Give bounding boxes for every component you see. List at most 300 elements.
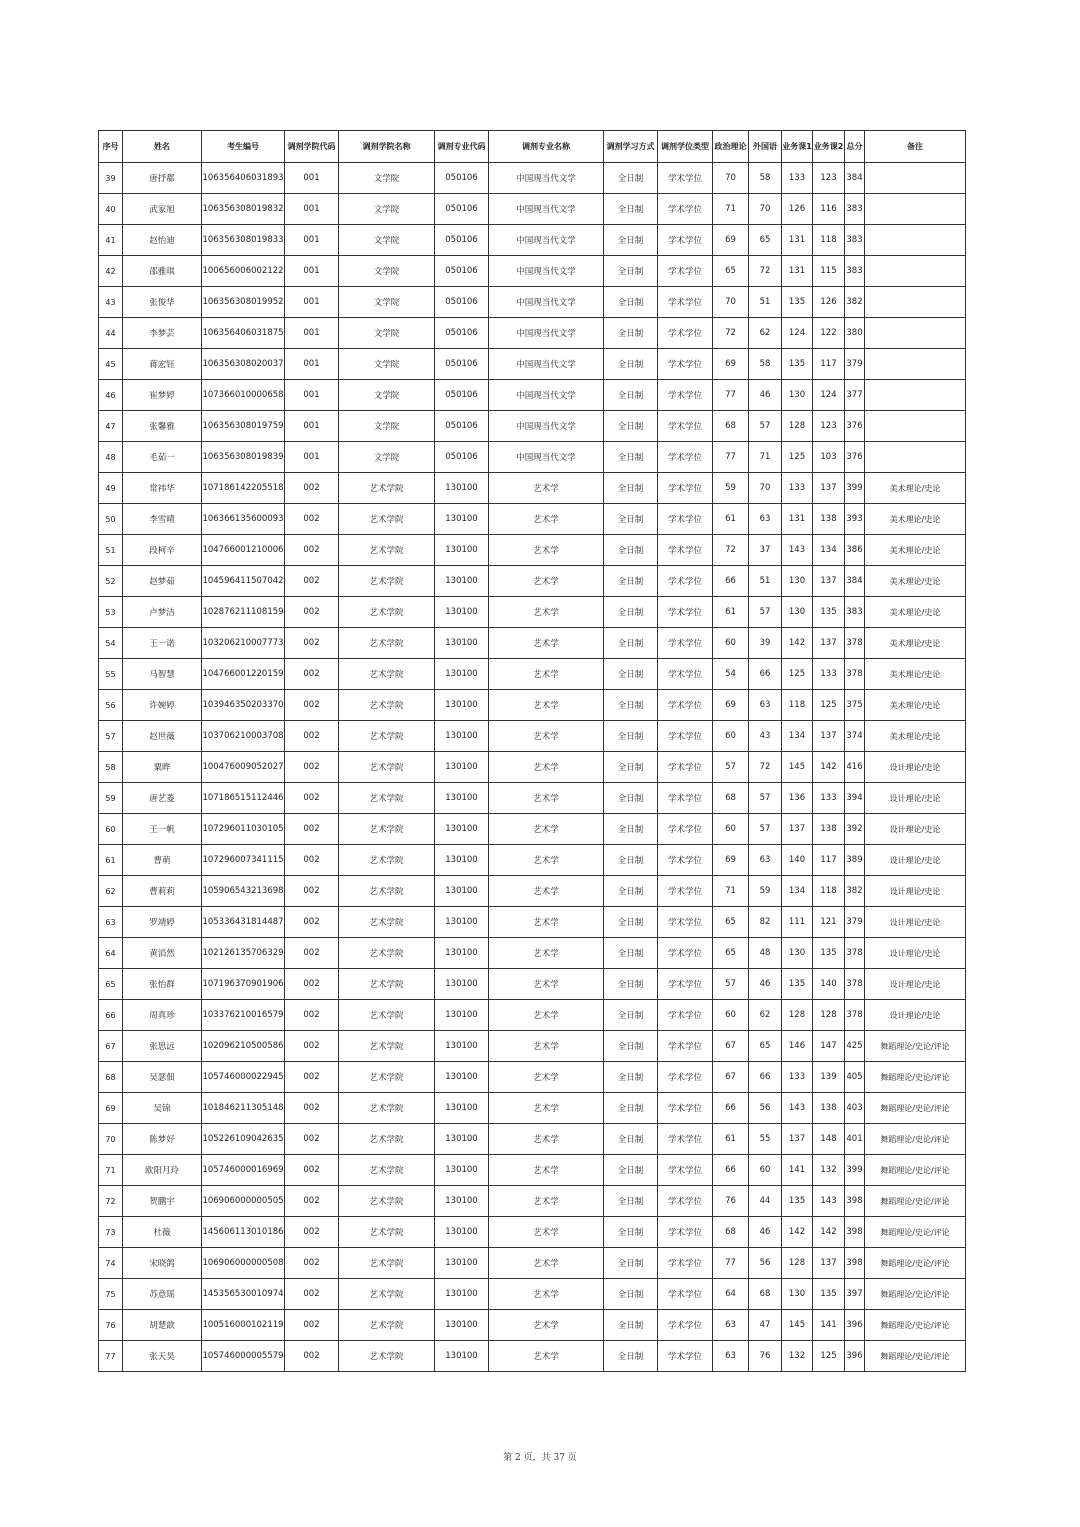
column-header: 外国语 (749, 131, 782, 163)
college-name-cell: 文学院 (339, 442, 435, 473)
seq-cell: 50 (99, 504, 123, 535)
college-code-cell: 002 (285, 1217, 339, 1248)
major-name-cell: 艺术学 (489, 783, 604, 814)
seq-cell: 43 (99, 287, 123, 318)
degree-type-cell: 学术学位 (658, 504, 713, 535)
total-score-cell: 382 (845, 287, 865, 318)
exam-id-cell: 103206210007773 (202, 628, 285, 659)
seq-cell: 41 (99, 225, 123, 256)
college-code-cell: 002 (285, 628, 339, 659)
college-name-cell: 艺术学院 (339, 876, 435, 907)
study-mode-cell: 全日制 (604, 783, 658, 814)
seq-cell: 75 (99, 1279, 123, 1310)
column-header: 调剂学院名称 (339, 131, 435, 163)
total-score-cell: 378 (845, 628, 865, 659)
subject1-score-cell: 130 (782, 380, 813, 411)
major-name-cell: 艺术学 (489, 1124, 604, 1155)
remark-cell: 舞蹈理论/史论/评论 (865, 1341, 966, 1372)
subject2-score-cell: 135 (813, 1279, 845, 1310)
study-mode-cell: 全日制 (604, 163, 658, 194)
politics-score-cell: 71 (713, 194, 749, 225)
exam-id-cell: 103946350203370 (202, 690, 285, 721)
name-cell: 张俊华 (123, 287, 202, 318)
major-code-cell: 130100 (435, 597, 489, 628)
seq-cell: 73 (99, 1217, 123, 1248)
name-cell: 卢梦洁 (123, 597, 202, 628)
college-name-cell: 艺术学院 (339, 566, 435, 597)
exam-id-cell: 102126135706329 (202, 938, 285, 969)
total-score-cell: 378 (845, 938, 865, 969)
subject1-score-cell: 130 (782, 938, 813, 969)
table-row (99, 1124, 966, 1155)
name-cell: 邵雅琪 (123, 256, 202, 287)
major-code-cell: 130100 (435, 504, 489, 535)
college-name-cell: 艺术学院 (339, 659, 435, 690)
college-code-cell: 002 (285, 1000, 339, 1031)
college-name-cell: 艺术学院 (339, 721, 435, 752)
degree-type-cell: 学术学位 (658, 194, 713, 225)
table-row (99, 1186, 966, 1217)
college-code-cell: 002 (285, 1341, 339, 1372)
subject2-score-cell: 103 (813, 442, 845, 473)
language-score-cell: 55 (749, 1124, 782, 1155)
table-row (99, 163, 966, 194)
study-mode-cell: 全日制 (604, 1341, 658, 1372)
subject2-score-cell: 142 (813, 1217, 845, 1248)
college-code-cell: 002 (285, 690, 339, 721)
politics-score-cell: 69 (713, 690, 749, 721)
college-code-cell: 002 (285, 814, 339, 845)
politics-score-cell: 60 (713, 721, 749, 752)
subject2-score-cell: 134 (813, 535, 845, 566)
column-header: 考生编号 (202, 131, 285, 163)
major-name-cell: 艺术学 (489, 876, 604, 907)
seq-cell: 76 (99, 1310, 123, 1341)
subject2-score-cell: 118 (813, 876, 845, 907)
degree-type-cell: 学术学位 (658, 225, 713, 256)
major-code-cell: 130100 (435, 1124, 489, 1155)
major-code-cell: 130100 (435, 1217, 489, 1248)
name-cell: 苏意瑶 (123, 1279, 202, 1310)
degree-type-cell: 学术学位 (658, 938, 713, 969)
name-cell: 胡楚歆 (123, 1310, 202, 1341)
college-code-cell: 002 (285, 597, 339, 628)
subject2-score-cell: 125 (813, 1341, 845, 1372)
major-code-cell: 130100 (435, 690, 489, 721)
remark-cell: 设计理论/史论 (865, 783, 966, 814)
college-code-cell: 001 (285, 411, 339, 442)
college-name-cell: 文学院 (339, 380, 435, 411)
language-score-cell: 37 (749, 535, 782, 566)
table-row (99, 659, 966, 690)
seq-cell: 51 (99, 535, 123, 566)
remark-cell (865, 287, 966, 318)
study-mode-cell: 全日制 (604, 256, 658, 287)
major-name-cell: 中国现当代文学 (489, 163, 604, 194)
subject2-score-cell: 137 (813, 1248, 845, 1279)
subject2-score-cell: 133 (813, 783, 845, 814)
study-mode-cell: 全日制 (604, 194, 658, 225)
major-name-cell: 艺术学 (489, 1031, 604, 1062)
study-mode-cell: 全日制 (604, 349, 658, 380)
language-score-cell: 47 (749, 1310, 782, 1341)
subject2-score-cell: 135 (813, 597, 845, 628)
major-code-cell: 130100 (435, 659, 489, 690)
major-name-cell: 艺术学 (489, 1093, 604, 1124)
name-cell: 赵怡迪 (123, 225, 202, 256)
degree-type-cell: 学术学位 (658, 659, 713, 690)
table-body (99, 163, 966, 1372)
seq-cell: 70 (99, 1124, 123, 1155)
college-name-cell: 文学院 (339, 163, 435, 194)
politics-score-cell: 59 (713, 473, 749, 504)
major-code-cell: 130100 (435, 845, 489, 876)
degree-type-cell: 学术学位 (658, 721, 713, 752)
subject1-score-cell: 146 (782, 1031, 813, 1062)
total-score-cell: 425 (845, 1031, 865, 1062)
name-cell: 曹莉莉 (123, 876, 202, 907)
college-code-cell: 001 (285, 163, 339, 194)
language-score-cell: 44 (749, 1186, 782, 1217)
subject2-score-cell: 115 (813, 256, 845, 287)
column-header: 调剂专业代码 (435, 131, 489, 163)
exam-id-cell: 106356308019759 (202, 411, 285, 442)
degree-type-cell: 学术学位 (658, 473, 713, 504)
college-name-cell: 艺术学院 (339, 628, 435, 659)
exam-id-cell: 104766001220159 (202, 659, 285, 690)
seq-cell: 68 (99, 1062, 123, 1093)
subject1-score-cell: 130 (782, 597, 813, 628)
politics-score-cell: 65 (713, 907, 749, 938)
name-cell: 陈梦好 (123, 1124, 202, 1155)
politics-score-cell: 63 (713, 1341, 749, 1372)
seq-cell: 56 (99, 690, 123, 721)
study-mode-cell: 全日制 (604, 380, 658, 411)
college-name-cell: 艺术学院 (339, 814, 435, 845)
remark-cell: 设计理论/史论 (865, 876, 966, 907)
language-score-cell: 72 (749, 752, 782, 783)
college-code-cell: 002 (285, 535, 339, 566)
subject1-score-cell: 135 (782, 969, 813, 1000)
subject2-score-cell: 138 (813, 504, 845, 535)
exam-id-cell: 107296007341115 (202, 845, 285, 876)
major-code-cell: 130100 (435, 1000, 489, 1031)
language-score-cell: 58 (749, 349, 782, 380)
subject1-score-cell: 130 (782, 1279, 813, 1310)
study-mode-cell: 全日制 (604, 225, 658, 256)
politics-score-cell: 77 (713, 1248, 749, 1279)
remark-cell: 舞蹈理论/史论/评论 (865, 1155, 966, 1186)
name-cell: 蒋宏钰 (123, 349, 202, 380)
major-code-cell: 130100 (435, 1310, 489, 1341)
total-score-cell: 383 (845, 194, 865, 225)
subject1-score-cell: 136 (782, 783, 813, 814)
seq-cell: 59 (99, 783, 123, 814)
degree-type-cell: 学术学位 (658, 1062, 713, 1093)
degree-type-cell: 学术学位 (658, 690, 713, 721)
study-mode-cell: 全日制 (604, 1062, 658, 1093)
table-row (99, 380, 966, 411)
table-row (99, 1000, 966, 1031)
college-code-cell: 002 (285, 1279, 339, 1310)
column-header: 调剂学习方式 (604, 131, 658, 163)
college-code-cell: 002 (285, 566, 339, 597)
college-name-cell: 艺术学院 (339, 1310, 435, 1341)
subject2-score-cell: 123 (813, 163, 845, 194)
degree-type-cell: 学术学位 (658, 1093, 713, 1124)
language-score-cell: 65 (749, 225, 782, 256)
remark-cell: 设计理论/史论 (865, 1000, 966, 1031)
table-row (99, 566, 966, 597)
total-score-cell: 393 (845, 504, 865, 535)
subject2-score-cell: 116 (813, 194, 845, 225)
seq-cell: 53 (99, 597, 123, 628)
remark-cell: 美术理论/史论 (865, 659, 966, 690)
major-code-cell: 130100 (435, 1093, 489, 1124)
subject2-score-cell: 147 (813, 1031, 845, 1062)
remark-cell: 设计理论/史论 (865, 969, 966, 1000)
major-name-cell: 中国现当代文学 (489, 380, 604, 411)
name-cell: 武家旭 (123, 194, 202, 225)
college-name-cell: 艺术学院 (339, 504, 435, 535)
politics-score-cell: 60 (713, 814, 749, 845)
language-score-cell: 70 (749, 473, 782, 504)
remark-cell: 美术理论/史论 (865, 597, 966, 628)
remark-cell: 美术理论/史论 (865, 473, 966, 504)
major-code-cell: 130100 (435, 876, 489, 907)
major-name-cell: 艺术学 (489, 597, 604, 628)
college-name-cell: 艺术学院 (339, 1248, 435, 1279)
politics-score-cell: 70 (713, 287, 749, 318)
table-row (99, 1279, 966, 1310)
exam-id-cell: 106356308019952 (202, 287, 285, 318)
total-score-cell: 376 (845, 442, 865, 473)
column-header: 调剂专业名称 (489, 131, 604, 163)
language-score-cell: 56 (749, 1248, 782, 1279)
exam-id-cell: 107296011030105 (202, 814, 285, 845)
politics-score-cell: 68 (713, 411, 749, 442)
subject1-score-cell: 135 (782, 349, 813, 380)
study-mode-cell: 全日制 (604, 1186, 658, 1217)
total-score-cell: 379 (845, 349, 865, 380)
subject2-score-cell: 133 (813, 659, 845, 690)
total-score-cell: 405 (845, 1062, 865, 1093)
column-header: 政治理论 (713, 131, 749, 163)
language-score-cell: 39 (749, 628, 782, 659)
college-code-cell: 002 (285, 473, 339, 504)
name-cell: 宋晓鸽 (123, 1248, 202, 1279)
politics-score-cell: 60 (713, 628, 749, 659)
total-score-cell: 403 (845, 1093, 865, 1124)
subject1-score-cell: 137 (782, 814, 813, 845)
remark-cell (865, 380, 966, 411)
study-mode-cell: 全日制 (604, 566, 658, 597)
major-name-cell: 艺术学 (489, 1279, 604, 1310)
name-cell: 周真珍 (123, 1000, 202, 1031)
remark-cell (865, 256, 966, 287)
table-row (99, 938, 966, 969)
remark-cell: 舞蹈理论/史论/评论 (865, 1124, 966, 1155)
subject2-score-cell: 137 (813, 628, 845, 659)
degree-type-cell: 学术学位 (658, 349, 713, 380)
table-row (99, 814, 966, 845)
exam-id-cell: 100656006002122 (202, 256, 285, 287)
exam-id-cell: 105226109042635 (202, 1124, 285, 1155)
remark-cell: 舞蹈理论/史论/评论 (865, 1186, 966, 1217)
college-code-cell: 002 (285, 504, 339, 535)
name-cell: 李梦芸 (123, 318, 202, 349)
total-score-cell: 384 (845, 163, 865, 194)
exam-id-cell: 103706210003708 (202, 721, 285, 752)
column-header: 业务课1 (782, 131, 813, 163)
major-code-cell: 050106 (435, 442, 489, 473)
subject1-score-cell: 142 (782, 628, 813, 659)
degree-type-cell: 学术学位 (658, 597, 713, 628)
language-score-cell: 63 (749, 845, 782, 876)
table-row (99, 907, 966, 938)
name-cell: 吴瑟佃 (123, 1062, 202, 1093)
subject1-score-cell: 131 (782, 225, 813, 256)
study-mode-cell: 全日制 (604, 907, 658, 938)
language-score-cell: 66 (749, 659, 782, 690)
degree-type-cell: 学术学位 (658, 1217, 713, 1248)
subject1-score-cell: 133 (782, 473, 813, 504)
degree-type-cell: 学术学位 (658, 1124, 713, 1155)
degree-type-cell: 学术学位 (658, 783, 713, 814)
politics-score-cell: 67 (713, 1031, 749, 1062)
college-name-cell: 艺术学院 (339, 1124, 435, 1155)
table-header (99, 131, 966, 163)
subject1-score-cell: 125 (782, 659, 813, 690)
remark-cell: 设计理论/史论 (865, 938, 966, 969)
table-row (99, 535, 966, 566)
exam-id-cell: 105746000016969 (202, 1155, 285, 1186)
remark-cell: 舞蹈理论/史论/评论 (865, 1217, 966, 1248)
politics-score-cell: 60 (713, 1000, 749, 1031)
subject1-score-cell: 145 (782, 752, 813, 783)
major-name-cell: 艺术学 (489, 814, 604, 845)
major-name-cell: 艺术学 (489, 1310, 604, 1341)
subject1-score-cell: 137 (782, 1124, 813, 1155)
major-name-cell: 艺术学 (489, 1217, 604, 1248)
subject2-score-cell: 121 (813, 907, 845, 938)
major-name-cell: 艺术学 (489, 1000, 604, 1031)
header-row (99, 131, 966, 163)
total-score-cell: 399 (845, 473, 865, 504)
total-score-cell: 394 (845, 783, 865, 814)
remark-cell (865, 225, 966, 256)
table-row (99, 783, 966, 814)
major-code-cell: 130100 (435, 969, 489, 1000)
subject2-score-cell: 142 (813, 752, 845, 783)
seq-cell: 55 (99, 659, 123, 690)
major-code-cell: 050106 (435, 380, 489, 411)
name-cell: 崔梦婷 (123, 380, 202, 411)
exam-id-cell: 106356308019839 (202, 442, 285, 473)
remark-cell (865, 163, 966, 194)
study-mode-cell: 全日制 (604, 1279, 658, 1310)
column-header: 备注 (865, 131, 966, 163)
column-header: 调剂学位类型 (658, 131, 713, 163)
college-name-cell: 艺术学院 (339, 473, 435, 504)
degree-type-cell: 学术学位 (658, 1341, 713, 1372)
major-name-cell: 艺术学 (489, 1155, 604, 1186)
degree-type-cell: 学术学位 (658, 535, 713, 566)
study-mode-cell: 全日制 (604, 287, 658, 318)
exam-id-cell: 107366010000658 (202, 380, 285, 411)
language-score-cell: 62 (749, 1000, 782, 1031)
subject1-score-cell: 118 (782, 690, 813, 721)
table-row (99, 318, 966, 349)
politics-score-cell: 70 (713, 163, 749, 194)
exam-id-cell: 106356406031875 (202, 318, 285, 349)
subject2-score-cell: 138 (813, 1093, 845, 1124)
table-row (99, 225, 966, 256)
total-score-cell: 378 (845, 969, 865, 1000)
remark-cell: 舞蹈理论/史论/评论 (865, 1062, 966, 1093)
college-name-cell: 文学院 (339, 349, 435, 380)
major-code-cell: 130100 (435, 1279, 489, 1310)
degree-type-cell: 学术学位 (658, 287, 713, 318)
subject1-score-cell: 128 (782, 411, 813, 442)
name-cell: 王一诺 (123, 628, 202, 659)
major-name-cell: 中国现当代文学 (489, 287, 604, 318)
subject1-score-cell: 134 (782, 876, 813, 907)
seq-cell: 39 (99, 163, 123, 194)
college-name-cell: 文学院 (339, 411, 435, 442)
remark-cell: 设计理论/史论 (865, 907, 966, 938)
politics-score-cell: 61 (713, 597, 749, 628)
column-header: 调剂学院代码 (285, 131, 339, 163)
politics-score-cell: 76 (713, 1186, 749, 1217)
exam-id-cell: 105746000022945 (202, 1062, 285, 1093)
name-cell: 曹萌 (123, 845, 202, 876)
table-row (99, 628, 966, 659)
subject1-score-cell: 143 (782, 535, 813, 566)
subject1-score-cell: 140 (782, 845, 813, 876)
name-cell: 杜薇 (123, 1217, 202, 1248)
politics-score-cell: 63 (713, 1310, 749, 1341)
major-code-cell: 050106 (435, 411, 489, 442)
table-row (99, 876, 966, 907)
language-score-cell: 59 (749, 876, 782, 907)
name-cell: 贺鹏宇 (123, 1186, 202, 1217)
degree-type-cell: 学术学位 (658, 876, 713, 907)
language-score-cell: 82 (749, 907, 782, 938)
subject1-score-cell: 131 (782, 504, 813, 535)
college-code-cell: 002 (285, 1248, 339, 1279)
subject2-score-cell: 122 (813, 318, 845, 349)
subject2-score-cell: 141 (813, 1310, 845, 1341)
name-cell: 常祎华 (123, 473, 202, 504)
major-code-cell: 130100 (435, 1062, 489, 1093)
seq-cell: 44 (99, 318, 123, 349)
seq-cell: 66 (99, 1000, 123, 1031)
degree-type-cell: 学术学位 (658, 969, 713, 1000)
exam-id-cell: 104766001210006 (202, 535, 285, 566)
degree-type-cell: 学术学位 (658, 1279, 713, 1310)
study-mode-cell: 全日制 (604, 535, 658, 566)
language-score-cell: 66 (749, 1062, 782, 1093)
major-code-cell: 130100 (435, 814, 489, 845)
total-score-cell: 389 (845, 845, 865, 876)
college-name-cell: 艺术学院 (339, 597, 435, 628)
study-mode-cell: 全日制 (604, 628, 658, 659)
total-score-cell: 376 (845, 411, 865, 442)
college-code-cell: 001 (285, 318, 339, 349)
name-cell: 唐艺菱 (123, 783, 202, 814)
seq-cell: 58 (99, 752, 123, 783)
